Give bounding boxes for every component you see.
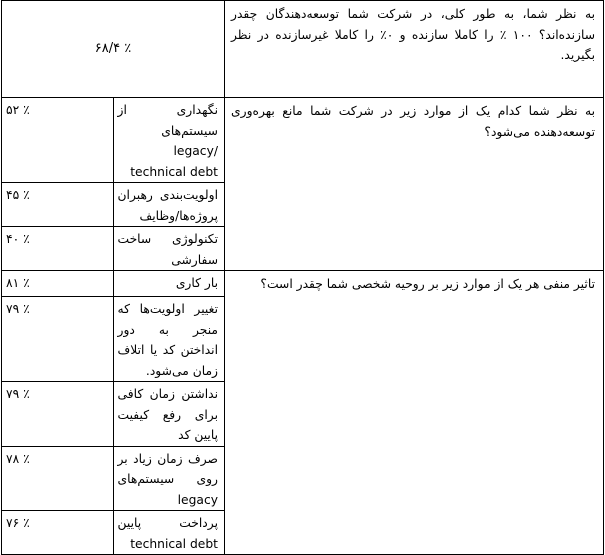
answer-cell: ٪ ۶۸/۴ (2, 1, 225, 98)
option-percent: ٪ ۵۲ (2, 98, 114, 183)
table-row (2, 271, 604, 297)
question-cell: به نظر شما، به طور کلی، در شرکت شما توسعه‌دهندگان چقدر سازنده‌اند؟ ۱۰۰ ٪ را کاملا سازنده و ۰٪ را کاملا غیرسازنده در نظر بگیرید. (225, 1, 604, 98)
survey-table (1, 0, 604, 555)
option-label: تغییر اولویت‌ها که منجر به دور انداختن کد یا اتلاف زمان می‌شود. (113, 297, 225, 382)
option-percent: ٪ ۷۹ (2, 297, 114, 382)
table-row (2, 98, 604, 183)
question-cell: تاثیر منفی هر یک از موارد زیر بر روحیه شخصی شما چقدر است؟ (225, 271, 604, 555)
option-percent: ٪ ۴۵ (2, 183, 114, 227)
option-percent: ٪ ۷۶ (2, 511, 114, 555)
question-cell: به نظر شما کدام یک از موارد زیر در شرکت شما مانع بهره‌وری توسعه‌دهنده می‌شود؟ (225, 98, 604, 271)
option-label: نداشتن زمان کافی برای رفع کیفیت پایین کد (113, 382, 225, 447)
option-label: بار کاری (113, 271, 225, 297)
option-percent: ٪ ۷۹ (2, 382, 114, 447)
option-label: اولویت‌بندی رهبران پروژه‌ها/وظایف (113, 183, 225, 227)
option-label: نگهداری از سیستم‌های legacy/ technical debt (113, 98, 225, 183)
option-label: تکنولوژی ساخت سفارشی (113, 227, 225, 271)
option-percent: ٪ ۸۱ (2, 271, 114, 297)
option-label: صرف زمان زیاد بر روی سیستم‌های legacy (113, 446, 225, 511)
table-row (2, 1, 604, 98)
option-percent: ٪ ۴۰ (2, 227, 114, 271)
option-percent: ٪ ۷۸ (2, 446, 114, 511)
option-label: پرداخت پایین technical debt (113, 511, 225, 555)
